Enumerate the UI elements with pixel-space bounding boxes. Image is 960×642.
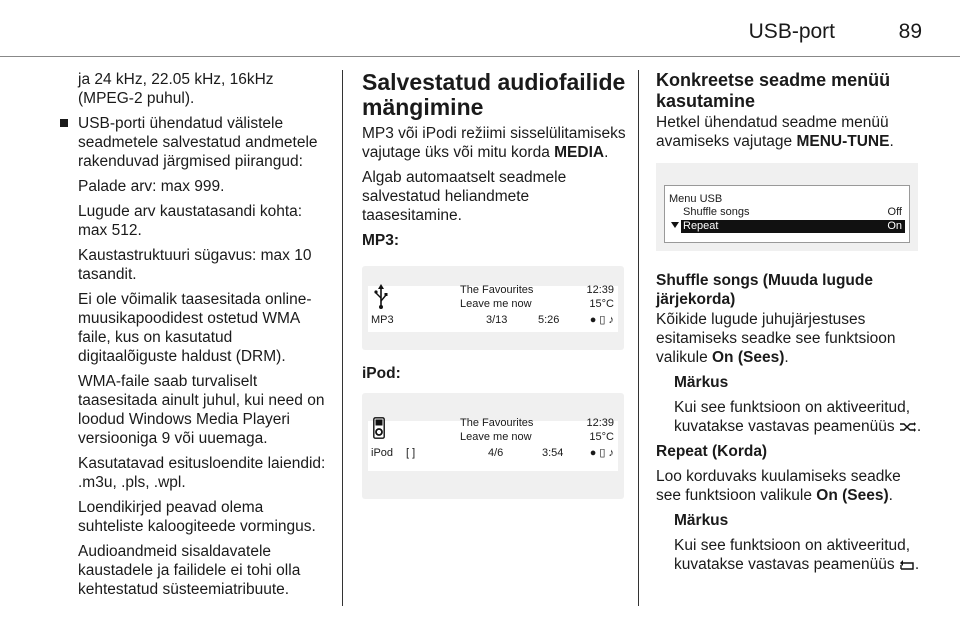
limit-item: Ei ole võimalik taasesitada online-muusikapoodidest ostetud WMA faile, kus on kasutatud digitaalõiguste haldust (DRM). bbox=[78, 291, 312, 365]
limit-item: Audioandmeid sisaldavatele kaustadele ja failidele ei tohi olla kehtestatud süsteemiatribuute. bbox=[78, 543, 301, 598]
repeat-icon bbox=[899, 559, 915, 571]
usb-menu-screen bbox=[656, 163, 918, 251]
bullet-text: USB-porti ühendatud välistele seadmetele salvestatud andmetele rakenduvad järgmised piirangud: bbox=[78, 115, 318, 170]
page-title: USB-port bbox=[748, 20, 835, 43]
source-text: iPod bbox=[371, 447, 394, 459]
ipod-display-screen bbox=[362, 393, 624, 499]
usb-icon bbox=[374, 284, 388, 310]
column-divider bbox=[638, 70, 639, 606]
repeat-text: Loo korduvaks kuulamiseks seadke see funktsioon valikule On (Sees). bbox=[656, 468, 901, 504]
temperature-text: 15°C bbox=[589, 298, 614, 310]
menu-box bbox=[664, 185, 910, 243]
media-instruction: MP3 või iPodi režiimi sisselülitamiseks vajutage üks või mitu korda MEDIA. bbox=[362, 125, 626, 161]
ipod-label: iPod: bbox=[362, 365, 401, 382]
note-label: Märkus bbox=[674, 512, 729, 529]
note-text: Kui see funktsioon on aktiveeritud, kuvatakse vastavas peamenüüs bbox=[674, 399, 911, 435]
shuffle-heading: Shuffle songs (Muuda lugude järjekorda) bbox=[656, 272, 873, 308]
limit-item: WMA-faile saab turvaliselt taasesitada ainult juhul, kui need on loodud Windows Media Playeri versiooniga 9 või uuemaga. bbox=[78, 373, 325, 447]
scroll-down-arrow-icon bbox=[671, 222, 679, 228]
bullet-item bbox=[60, 114, 330, 171]
repeat-note: Märkus Kui see funktsioon on aktiveeritud, kuvatakse vastavas peamenüüs . bbox=[656, 511, 926, 574]
display-area bbox=[368, 286, 618, 332]
page-header bbox=[0, 0, 960, 60]
title-text: Leave me now bbox=[460, 298, 532, 310]
duration-text: 3:54 bbox=[542, 447, 564, 459]
header-rule bbox=[0, 56, 960, 57]
autoplay-text: Algab automaatselt seadmele salvestatud heliandmete taasesitamine. bbox=[362, 169, 567, 224]
column-1 bbox=[60, 70, 330, 605]
limit-item: Kaustastruktuuri sügavus: max 10 tasandit. bbox=[78, 247, 312, 283]
column-divider bbox=[342, 70, 343, 606]
duration-text: 5:26 bbox=[538, 314, 560, 326]
shuffle-text: Kõikide lugude juhujärjestuses esitamiseks seadke see funktsioon valikule On (Sees). bbox=[656, 311, 896, 366]
menu-instruction: Hetkel ühendatud seadme menüü avamiseks vajutage MENU-TUNE. bbox=[656, 114, 894, 150]
repeat-heading: Repeat (Korda) bbox=[656, 443, 768, 460]
track-text: 4/6 bbox=[488, 447, 504, 459]
brackets-text: [ ] bbox=[406, 447, 416, 459]
ipod-icon bbox=[373, 417, 385, 439]
limit-item: Palade arv: max 999. bbox=[78, 178, 225, 195]
source-text: MP3 bbox=[371, 314, 394, 326]
section-heading: Salvestatud audiofailide mängimine bbox=[362, 69, 626, 120]
track-text: 3/13 bbox=[486, 314, 508, 326]
selected-row-highlight: Repeat On bbox=[681, 220, 905, 233]
mp3-display-screen bbox=[362, 266, 624, 350]
title-text: Leave me now bbox=[460, 431, 532, 443]
artist-text: The Favourites bbox=[460, 284, 534, 296]
section-heading: Konkreetse seadme menüü kasutamine bbox=[656, 70, 891, 111]
column-2 bbox=[362, 70, 630, 499]
page-number: 89 bbox=[898, 20, 922, 43]
menu-item-shuffle[interactable]: Shuffle songs Off bbox=[683, 206, 902, 218]
limit-item: Kasutatavad esitusloendite laiendid: .m3u, .pls, .wpl. bbox=[78, 455, 326, 491]
status-icons: ● ▯ ♪ bbox=[589, 447, 614, 459]
limit-item: Loendikirjed peavad olema suhteliste kaloogiteede vormingus. bbox=[78, 499, 316, 535]
status-icons: ● ▯ ♪ bbox=[589, 314, 614, 326]
shuffle-note: Märkus Kui see funktsioon on aktiveeritud, kuvatakse vastavas peamenüüs . bbox=[656, 373, 926, 436]
clock-text: 12:39 bbox=[586, 417, 614, 429]
mp3-label: MP3: bbox=[362, 232, 400, 249]
bullet-square-icon bbox=[60, 119, 68, 127]
limit-item: Lugude arv kaustatasandi kohta: max 512. bbox=[78, 203, 303, 239]
note-text: Kui see funktsioon on aktiveeritud, kuvatakse vastavas peamenüüs bbox=[674, 537, 911, 573]
menu-title: Menu USB bbox=[669, 193, 723, 205]
display-area bbox=[368, 417, 618, 471]
intro-text: ja 24 kHz, 22.05 kHz, 16kHz (MPEG-2 puhul). bbox=[78, 71, 274, 107]
clock-text: 12:39 bbox=[586, 284, 614, 296]
column-3 bbox=[656, 70, 926, 574]
shuffle-icon bbox=[899, 421, 917, 433]
artist-text: The Favourites bbox=[460, 417, 534, 429]
menu-item-repeat[interactable] bbox=[669, 220, 905, 233]
note-label: Märkus bbox=[674, 374, 729, 391]
temperature-text: 15°C bbox=[589, 431, 614, 443]
